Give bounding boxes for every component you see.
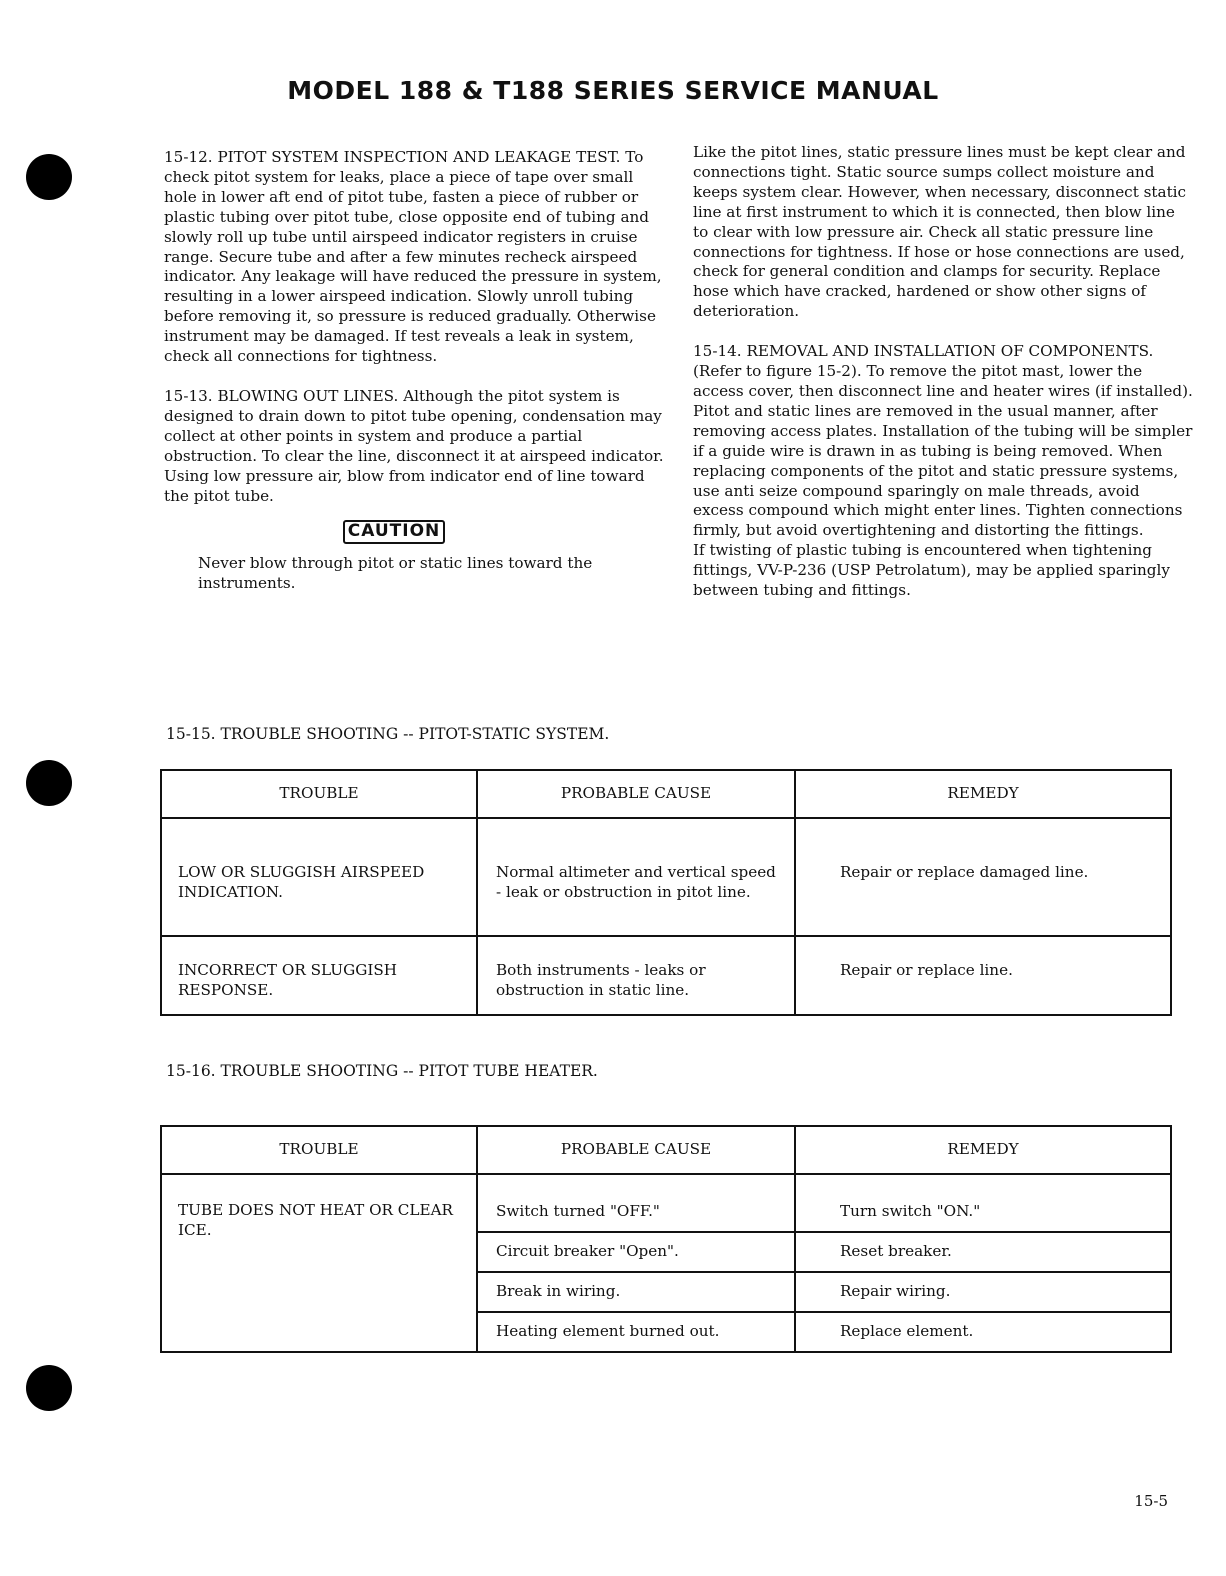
paragraph-15-14-body: (Refer to figure 15-2). To remove the pitot mast, lower the access cover, then disconnect line and heater wires (if installed). Pitot and static lines are removed in the usual manner, after removing access plates. Installation of the tubing will be simpler if a guide wire is drawn in as tubing is being removed. When replacing components of the pitot and static pressure systems, use anti seize compound sparingly on male threads, avoid excess compound which might enter lines. Tighten connections firmly, but avoid overtightening and distorting the fittings. [693,362,1193,540]
col-header-cause: PROBABLE CAUSE [477,770,795,818]
page-header: MODEL 188 & T188 SERIES SERVICE MANUAL [287,76,939,105]
col-header-trouble: TROUBLE [161,1126,477,1174]
remedy-cell: Replace element. [795,1312,1171,1352]
paragraph-15-14-continued: If twisting of plastic tubing is encountered when tightening fittings, VV-P-236 (USP Petrolatum), may be applied sparingly between tubing and fittings. [693,541,1170,600]
page-number: 15-5 [1134,1492,1168,1510]
table1-title: 15-15. TROUBLE SHOOTING -- PITOT-STATIC SYSTEM. [166,725,610,743]
paragraph-15-12-heading: 15-12. PITOT SYSTEM INSPECTION AND LEAKAGE TEST. [164,148,621,166]
right-column [693,143,1193,601]
cause-cell: Switch turned "OFF." [477,1174,795,1232]
table-row [161,936,1171,1015]
col-header-trouble: TROUBLE [161,770,477,818]
left-column [164,148,664,594]
paragraph-15-14 [693,342,1193,541]
col-header-cause: PROBABLE CAUSE [477,1126,795,1174]
paragraph-15-14-heading: 15-14. REMOVAL AND INSTALLATION OF COMPONENTS. [693,342,1154,361]
remedy-cell: Repair or replace line. [795,936,1171,1015]
caution-label: CAUTION [343,520,446,544]
pitot-heater-troubleshooting-table [160,1125,1172,1353]
paragraph-15-13 [164,387,664,506]
trouble-cell: INCORRECT OR SLUGGISH RESPONSE. [161,936,477,1015]
caution-block [164,520,664,544]
paragraph-15-12 [164,148,664,367]
remedy-cell: Repair or replace damaged line. [795,818,1171,936]
table-header-row [161,770,1171,818]
table2-title: 15-16. TROUBLE SHOOTING -- PITOT TUBE HEATER. [166,1062,598,1080]
cause-cell: Circuit breaker "Open". [477,1232,795,1272]
pitot-static-troubleshooting-table [160,769,1172,1016]
binder-hole-top [26,154,72,200]
trouble-cell: TUBE DOES NOT HEAT OR CLEAR ICE. [161,1174,477,1352]
table-header-row [161,1126,1171,1174]
cause-cell: Break in wiring. [477,1272,795,1312]
trouble-cell: LOW OR SLUGGISH AIRSPEED INDICATION. [161,818,477,936]
paragraph-static-lines: Like the pitot lines, static pressure lines must be kept clear and connections tight. Static source sumps collect moisture and keeps system clear. However, when necessary, disconnect static line at first instrument to which it is connected, then blow line to clear with low pressure air. Check all static pressure line connections for tightness. If hose or hose connections are used, check for general condition and clamps for security. Replace hose which have cracked, hardened or show other signs of deterioration. [693,143,1187,321]
table-row [161,1174,1171,1232]
paragraph-15-12-body: To check pitot system for leaks, place a piece of tape over small hole in lower aft end of pitot tube, fasten a piece of rubber or plastic tubing over pitot tube, close opposite end of tubing and slowly roll up tube until airspeed indicator registers in cruise range. Secure tube and after a few minutes recheck airspeed indicator. Any leakage will have reduced the pressure in system, resulting in a lower airspeed indication. Slowly unroll tubing before removing it, so pressure is reduced gradually. Otherwise instrument may be damaged. If test reveals a leak in system, check all connections for tightness. [164,148,662,366]
cause-cell: Both instruments - leaks or obstruction in static line. [477,936,795,1015]
remedy-cell: Turn switch "ON." [795,1174,1171,1232]
remedy-cell: Reset breaker. [795,1232,1171,1272]
cause-cell: Heating element burned out. [477,1312,795,1352]
binder-hole-middle [26,760,72,806]
table-row [161,818,1171,936]
cause-cell: Normal altimeter and vertical speed - leak or obstruction in pitot line. [477,818,795,936]
paragraph-15-13-body: Although the pitot system is designed to drain down to pitot tube opening, condensation may collect at other points in system and produce a partial obstruction. To clear the line, disconnect it at airspeed indicator. Using low pressure air, blow from indicator end of line toward the pitot tube. [164,386,664,505]
col-header-remedy: REMEDY [795,770,1171,818]
caution-text: Never blow through pitot or static lines toward the instruments. [198,554,593,593]
col-header-remedy: REMEDY [795,1126,1171,1174]
remedy-cell: Repair wiring. [795,1272,1171,1312]
paragraph-15-13-heading: 15-13. BLOWING OUT LINES. [164,386,399,405]
binder-hole-bottom [26,1365,72,1411]
